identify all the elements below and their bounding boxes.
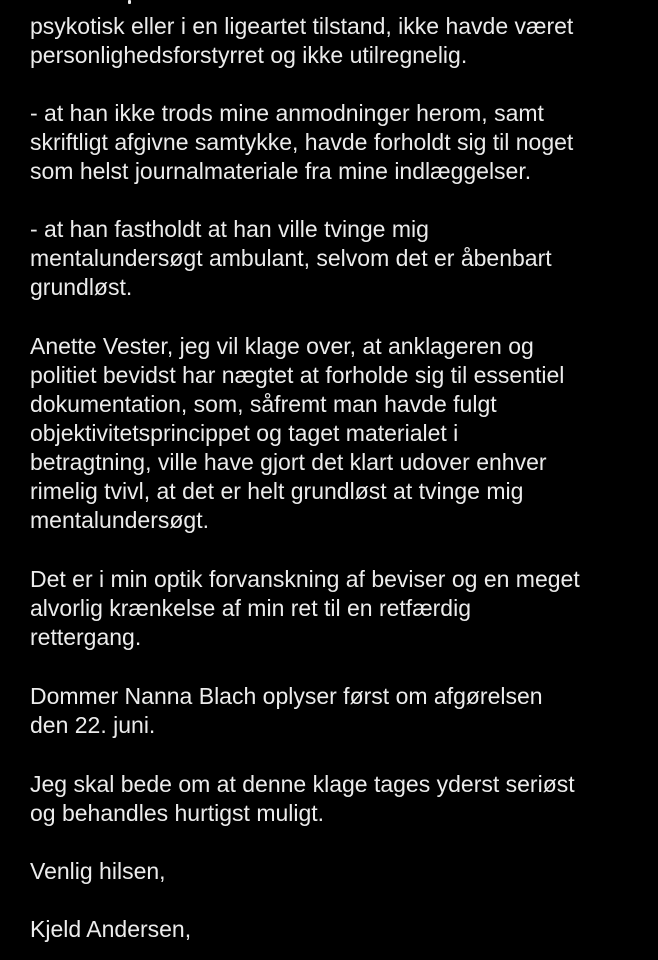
paragraph-assessment (30, 12, 650, 70)
text-line: betragtning, ville have gjort det klart udover enhver (30, 449, 547, 475)
text-line: - at han ikke trods mine anmodninger herom, samt (30, 100, 544, 126)
paragraph-ambulant (30, 215, 650, 302)
text-line: politiet bevidst har nægtet at forholde sig til essentiel (30, 362, 565, 388)
text-line: rimelig tvivl, at det er helt grundløst at tvinge mig (30, 478, 524, 504)
text-line: Jeg skal bede om at denne klage tages yderst seriøst (30, 771, 575, 797)
closing-greeting (30, 857, 650, 886)
paragraph-request (30, 770, 650, 828)
text-line: objektivitetsprincippet og taget materialet i (30, 420, 459, 446)
paragraph-complaint (30, 332, 650, 535)
paragraph-journal (30, 99, 650, 186)
text-line: Det er i min optik forvanskning af beviser og en meget (30, 566, 580, 592)
text-line: grundløst. (30, 274, 133, 300)
text-line: Kjeld Andersen, (30, 916, 192, 942)
paragraph-optics (30, 565, 650, 652)
text-line: Dommer Nanna Blach oplyser først om afgørelsen (30, 683, 543, 709)
text-line: Anette Vester, jeg vil klage over, at anklageren og (30, 333, 534, 359)
text-line: personlighedsforstyrret og ikke utilregnelig. (30, 42, 468, 68)
scroll-dot (128, 0, 131, 4)
text-line: alvorlig krænkelse af min ret til en retfærdig (30, 595, 471, 621)
text-line: Venlig hilsen, (30, 858, 166, 884)
text-line: psykotisk eller i en ligeartet tilstand, ikke havde været (30, 13, 574, 39)
text-line: dokumentation, som, såfremt man havde fulgt (30, 391, 497, 417)
signature-name (30, 915, 650, 944)
text-line: mentalundersøgt ambulant, selvom det er åbenbart (30, 245, 552, 271)
text-line: den 22. juni. (30, 712, 156, 738)
text-line: skriftligt afgivne samtykke, havde forholdt sig til noget (30, 129, 574, 155)
text-line: som helst journalmateriale fra mine indlæggelser. (30, 158, 532, 184)
text-line: og behandles hurtigst muligt. (30, 800, 325, 826)
text-line: mentalundersøgt. (30, 507, 209, 533)
text-line: - at han fastholdt at han ville tvinge mig (30, 216, 429, 242)
text-line: rettergang. (30, 624, 142, 650)
paragraph-judge (30, 682, 650, 740)
